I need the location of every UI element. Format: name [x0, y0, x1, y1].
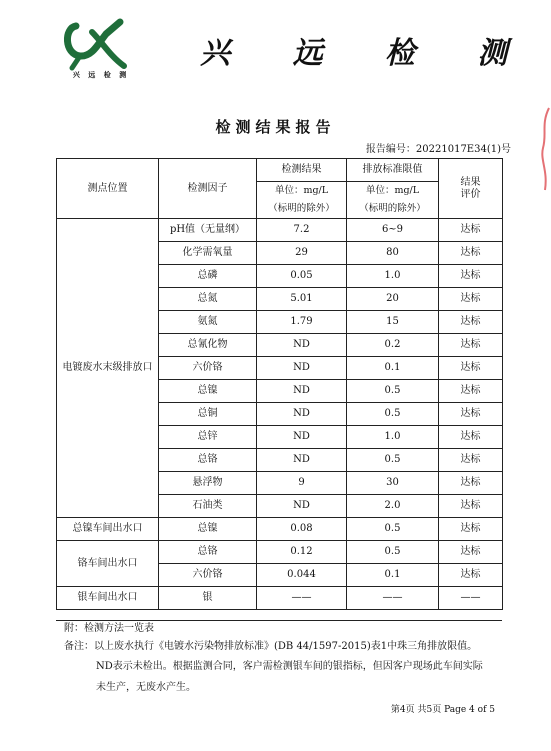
cell-limit: 15: [347, 311, 439, 334]
cell-limit: 80: [347, 242, 439, 265]
header-limit: 排放标准限值: [347, 159, 439, 182]
cell-factor: 总磷: [159, 265, 257, 288]
cell-factor: 总镍: [159, 380, 257, 403]
cell-evaluation: 达标: [439, 288, 503, 311]
cell-evaluation: 达标: [439, 219, 503, 242]
cell-factor: pH值（无量纲）: [159, 219, 257, 242]
header-result-unit: 单位：mg/L: [257, 182, 347, 201]
cell-factor: 总铬: [159, 449, 257, 472]
header-location: 测点位置: [57, 159, 159, 219]
header-eval-line2: 评价: [460, 188, 481, 200]
cell-factor: 石油类: [159, 495, 257, 518]
cell-evaluation: 达标: [439, 311, 503, 334]
header-eval-line1: 结果: [460, 176, 481, 188]
cell-result: 7.2: [257, 219, 347, 242]
results-table: [56, 158, 503, 610]
cell-factor: 总氰化物: [159, 334, 257, 357]
cell-limit: 0.5: [347, 403, 439, 426]
remark-line-3: 未生产，无废水产生。: [96, 682, 196, 693]
cell-limit: 0.5: [347, 449, 439, 472]
document-title: 检测结果报告: [215, 118, 336, 136]
cell-factor: 悬浮物: [159, 472, 257, 495]
report-number: 报告编号：20221017E34(1)号: [365, 144, 511, 155]
cell-result: ND: [257, 380, 347, 403]
header-result: 检测结果: [257, 159, 347, 182]
header-result-note: （标明的除外）: [257, 200, 347, 219]
remark-line-2: ND表示未检出。根据监测合同，客户需检测银车间的银指标，但因客户现场此车间实际: [96, 661, 483, 672]
cell-evaluation: 达标: [439, 334, 503, 357]
cell-result: ND: [257, 426, 347, 449]
cell-evaluation: 达标: [439, 265, 503, 288]
cell-limit: 0.5: [347, 541, 439, 564]
header-limit-unit: 单位：mg/L: [347, 182, 439, 201]
cell-limit: 20: [347, 288, 439, 311]
header-limit-note: （标明的除外）: [347, 200, 439, 219]
cell-evaluation: 达标: [439, 426, 503, 449]
cell-factor: 总镍: [159, 518, 257, 541]
cell-limit: 0.5: [347, 518, 439, 541]
cell-result: 0.08: [257, 518, 347, 541]
cell-evaluation: 达标: [439, 357, 503, 380]
cell-factor: 银: [159, 587, 257, 610]
cell-location: 银车间出水口: [57, 587, 159, 610]
cell-limit: 2.0: [347, 495, 439, 518]
cell-evaluation: 达标: [439, 403, 503, 426]
cell-evaluation: 达标: [439, 380, 503, 403]
table-row: [57, 518, 503, 541]
cell-result: ND: [257, 403, 347, 426]
table-row: [57, 541, 503, 564]
cell-factor: 六价铬: [159, 357, 257, 380]
cell-result: ND: [257, 357, 347, 380]
cell-limit: 0.2: [347, 334, 439, 357]
cell-factor: 总铜: [159, 403, 257, 426]
cell-result: ND: [257, 334, 347, 357]
cell-limit: 1.0: [347, 426, 439, 449]
cell-factor: 总锌: [159, 426, 257, 449]
cell-result: 1.79: [257, 311, 347, 334]
cell-result: 9: [257, 472, 347, 495]
cell-evaluation: 达标: [439, 242, 503, 265]
cell-factor: 总氮: [159, 288, 257, 311]
cell-evaluation: 达标: [439, 564, 503, 587]
table-body: [57, 219, 503, 610]
cell-location: 电镀废水末级排放口: [57, 219, 159, 518]
header-factor: 检测因子: [159, 159, 257, 219]
header-evaluation: [439, 159, 503, 219]
cell-result: ND: [257, 495, 347, 518]
cell-evaluation: 达标: [439, 518, 503, 541]
cell-factor: 氨氮: [159, 311, 257, 334]
cell-evaluation: ——: [439, 587, 503, 610]
cell-evaluation: 达标: [439, 495, 503, 518]
remark-line-1: 备注：以上废水执行《电镀水污染物排放标准》(DB 44/1597-2015)表1中珠三角排放限值。: [64, 641, 478, 652]
cell-location: 铬车间出水口: [57, 541, 159, 587]
cell-limit: 0.1: [347, 357, 439, 380]
attachment-note: 附：检测方法一览表: [64, 623, 154, 634]
cell-evaluation: 达标: [439, 472, 503, 495]
cell-limit: 0.1: [347, 564, 439, 587]
logo-caption: 兴 远 检 测: [72, 71, 130, 79]
cell-result: ND: [257, 449, 347, 472]
cell-result: 0.044: [257, 564, 347, 587]
cell-factor: 六价铬: [159, 564, 257, 587]
cell-factor: 化学需氧量: [159, 242, 257, 265]
brand-name: 兴 远 检 测: [200, 36, 534, 71]
table-row: [57, 219, 503, 242]
cell-result: ——: [257, 587, 347, 610]
table-row: [57, 587, 503, 610]
cell-result: 0.05: [257, 265, 347, 288]
cell-factor: 总铬: [159, 541, 257, 564]
cell-limit: 1.0: [347, 265, 439, 288]
page-footer: 第4页 共5页 Page 4 of 5: [390, 705, 495, 715]
cell-evaluation: 达标: [439, 541, 503, 564]
cell-limit: ——: [347, 587, 439, 610]
cell-limit: 0.5: [347, 380, 439, 403]
cell-limit: 6~9: [347, 219, 439, 242]
cell-result: 5.01: [257, 288, 347, 311]
cell-location: 总镍车间出水口: [57, 518, 159, 541]
cell-limit: 30: [347, 472, 439, 495]
cell-evaluation: 达标: [439, 449, 503, 472]
cell-result: 0.12: [257, 541, 347, 564]
cell-result: 29: [257, 242, 347, 265]
